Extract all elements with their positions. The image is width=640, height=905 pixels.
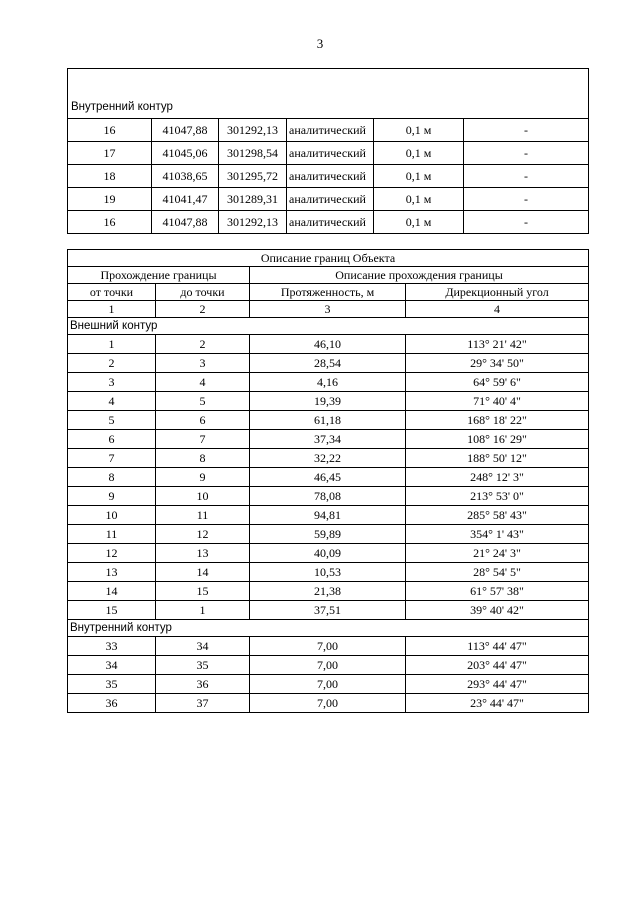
boundary-column-number-row	[68, 301, 589, 318]
direction-angle: 248° 12' 3"	[406, 468, 589, 487]
to-point: 37	[156, 694, 250, 713]
to-point: 14	[156, 563, 250, 582]
length: 78,08	[250, 487, 406, 506]
method: аналитический	[287, 119, 374, 142]
length: 19,39	[250, 392, 406, 411]
extra: -	[464, 165, 589, 188]
direction-angle: 61° 57' 38"	[406, 582, 589, 601]
point-number: 16	[68, 119, 152, 142]
boundary-row	[68, 694, 589, 713]
extra: -	[464, 142, 589, 165]
method: аналитический	[287, 165, 374, 188]
from-point: 7	[68, 449, 156, 468]
direction-angle: 21° 24' 3"	[406, 544, 589, 563]
to-point: 15	[156, 582, 250, 601]
col-number: 4	[406, 301, 589, 318]
boundary-row	[68, 411, 589, 430]
from-point: 15	[68, 601, 156, 620]
to-point: 35	[156, 656, 250, 675]
length: 10,53	[250, 563, 406, 582]
from-point: 35	[68, 675, 156, 694]
point-row	[68, 142, 589, 165]
point-number: 18	[68, 165, 152, 188]
boundary-row	[68, 373, 589, 392]
coord-x: 41047,88	[152, 211, 219, 234]
boundary-row	[68, 392, 589, 411]
point-number: 17	[68, 142, 152, 165]
direction-angle: 168° 18' 22"	[406, 411, 589, 430]
group-passage-header: Прохождение границы	[68, 267, 250, 284]
length: 46,45	[250, 468, 406, 487]
col-from-header: от точки	[68, 284, 156, 301]
point-row	[68, 165, 589, 188]
boundary-row	[68, 430, 589, 449]
length: 94,81	[250, 506, 406, 525]
from-point: 6	[68, 430, 156, 449]
contour-section-row	[68, 318, 589, 335]
extra: -	[464, 119, 589, 142]
boundary-row	[68, 563, 589, 582]
from-point: 10	[68, 506, 156, 525]
from-point: 36	[68, 694, 156, 713]
points-table	[67, 68, 589, 234]
boundary-row	[68, 582, 589, 601]
direction-angle: 39° 40' 42"	[406, 601, 589, 620]
to-point: 3	[156, 354, 250, 373]
to-point: 9	[156, 468, 250, 487]
contour-section-title: Внешний контур	[68, 318, 589, 335]
from-point: 3	[68, 373, 156, 392]
direction-angle: 64° 59' 6"	[406, 373, 589, 392]
to-point: 5	[156, 392, 250, 411]
point-number: 19	[68, 188, 152, 211]
from-point: 1	[68, 335, 156, 354]
coord-x: 41038,65	[152, 165, 219, 188]
length: 21,38	[250, 582, 406, 601]
coord-y: 301292,13	[219, 119, 287, 142]
boundary-row	[68, 601, 589, 620]
from-point: 2	[68, 354, 156, 373]
boundary-row	[68, 506, 589, 525]
boundary-column-row	[68, 284, 589, 301]
to-point: 7	[156, 430, 250, 449]
from-point: 9	[68, 487, 156, 506]
boundary-row	[68, 675, 589, 694]
extra: -	[464, 211, 589, 234]
from-point: 13	[68, 563, 156, 582]
col-length-header: Протяженность, м	[250, 284, 406, 301]
points-table-contour-header	[68, 69, 589, 119]
direction-angle: 108° 16' 29"	[406, 430, 589, 449]
length: 61,18	[250, 411, 406, 430]
coord-x: 41047,88	[152, 119, 219, 142]
length: 7,00	[250, 675, 406, 694]
direction-angle: 188° 50' 12"	[406, 449, 589, 468]
point-number: 16	[68, 211, 152, 234]
direction-angle: 285° 58' 43"	[406, 506, 589, 525]
point-row	[68, 211, 589, 234]
direction-angle: 71° 40' 4"	[406, 392, 589, 411]
direction-angle: 23° 44' 47"	[406, 694, 589, 713]
direction-angle: 29° 34' 50"	[406, 354, 589, 373]
boundary-row	[68, 544, 589, 563]
length: 37,51	[250, 601, 406, 620]
from-point: 5	[68, 411, 156, 430]
length: 59,89	[250, 525, 406, 544]
coord-y: 301289,31	[219, 188, 287, 211]
to-point: 1	[156, 601, 250, 620]
boundary-row	[68, 449, 589, 468]
to-point: 2	[156, 335, 250, 354]
from-point: 11	[68, 525, 156, 544]
point-row	[68, 188, 589, 211]
direction-angle: 213° 53' 0"	[406, 487, 589, 506]
boundary-row	[68, 468, 589, 487]
boundary-row	[68, 656, 589, 675]
contour-section-title: Внутренний контур	[68, 620, 589, 637]
from-point: 4	[68, 392, 156, 411]
direction-angle: 293° 44' 47"	[406, 675, 589, 694]
boundary-row	[68, 335, 589, 354]
coord-x: 41045,06	[152, 142, 219, 165]
accuracy: 0,1 м	[374, 119, 464, 142]
group-description-header: Описание прохождения границы	[250, 267, 589, 284]
boundary-row	[68, 487, 589, 506]
to-point: 11	[156, 506, 250, 525]
to-point: 13	[156, 544, 250, 563]
method: аналитический	[287, 142, 374, 165]
to-point: 4	[156, 373, 250, 392]
from-point: 8	[68, 468, 156, 487]
boundary-row	[68, 525, 589, 544]
length: 7,00	[250, 637, 406, 656]
coord-x: 41041,47	[152, 188, 219, 211]
col-number: 2	[156, 301, 250, 318]
from-point: 33	[68, 637, 156, 656]
point-row	[68, 119, 589, 142]
col-to-header: до точки	[156, 284, 250, 301]
direction-angle: 113° 44' 47"	[406, 637, 589, 656]
extra: -	[464, 188, 589, 211]
length: 7,00	[250, 656, 406, 675]
length: 40,09	[250, 544, 406, 563]
col-number: 1	[68, 301, 156, 318]
length: 32,22	[250, 449, 406, 468]
boundary-title: Описание границ Объекта	[68, 250, 589, 267]
coord-y: 301295,72	[219, 165, 287, 188]
coord-y: 301298,54	[219, 142, 287, 165]
boundary-row	[68, 354, 589, 373]
to-point: 12	[156, 525, 250, 544]
length: 46,10	[250, 335, 406, 354]
boundary-title-row	[68, 250, 589, 267]
direction-angle: 113° 21' 42"	[406, 335, 589, 354]
boundary-group-row	[68, 267, 589, 284]
method: аналитический	[287, 188, 374, 211]
direction-angle: 203° 44' 47"	[406, 656, 589, 675]
boundary-row	[68, 637, 589, 656]
direction-angle: 28° 54' 5"	[406, 563, 589, 582]
to-point: 36	[156, 675, 250, 694]
contour-section-row	[68, 620, 589, 637]
boundary-table	[67, 249, 589, 713]
accuracy: 0,1 м	[374, 142, 464, 165]
direction-angle: 354° 1' 43"	[406, 525, 589, 544]
length: 37,34	[250, 430, 406, 449]
length: 4,16	[250, 373, 406, 392]
coord-y: 301292,13	[219, 211, 287, 234]
from-point: 34	[68, 656, 156, 675]
length: 7,00	[250, 694, 406, 713]
contour-title: Внутренний контур	[68, 69, 589, 119]
to-point: 34	[156, 637, 250, 656]
accuracy: 0,1 м	[374, 211, 464, 234]
length: 28,54	[250, 354, 406, 373]
accuracy: 0,1 м	[374, 188, 464, 211]
to-point: 10	[156, 487, 250, 506]
to-point: 8	[156, 449, 250, 468]
method: аналитический	[287, 211, 374, 234]
col-angle-header: Дирекционный угол	[406, 284, 589, 301]
to-point: 6	[156, 411, 250, 430]
page-number: 3	[316, 36, 324, 51]
accuracy: 0,1 м	[374, 165, 464, 188]
from-point: 12	[68, 544, 156, 563]
col-number: 3	[250, 301, 406, 318]
from-point: 14	[68, 582, 156, 601]
